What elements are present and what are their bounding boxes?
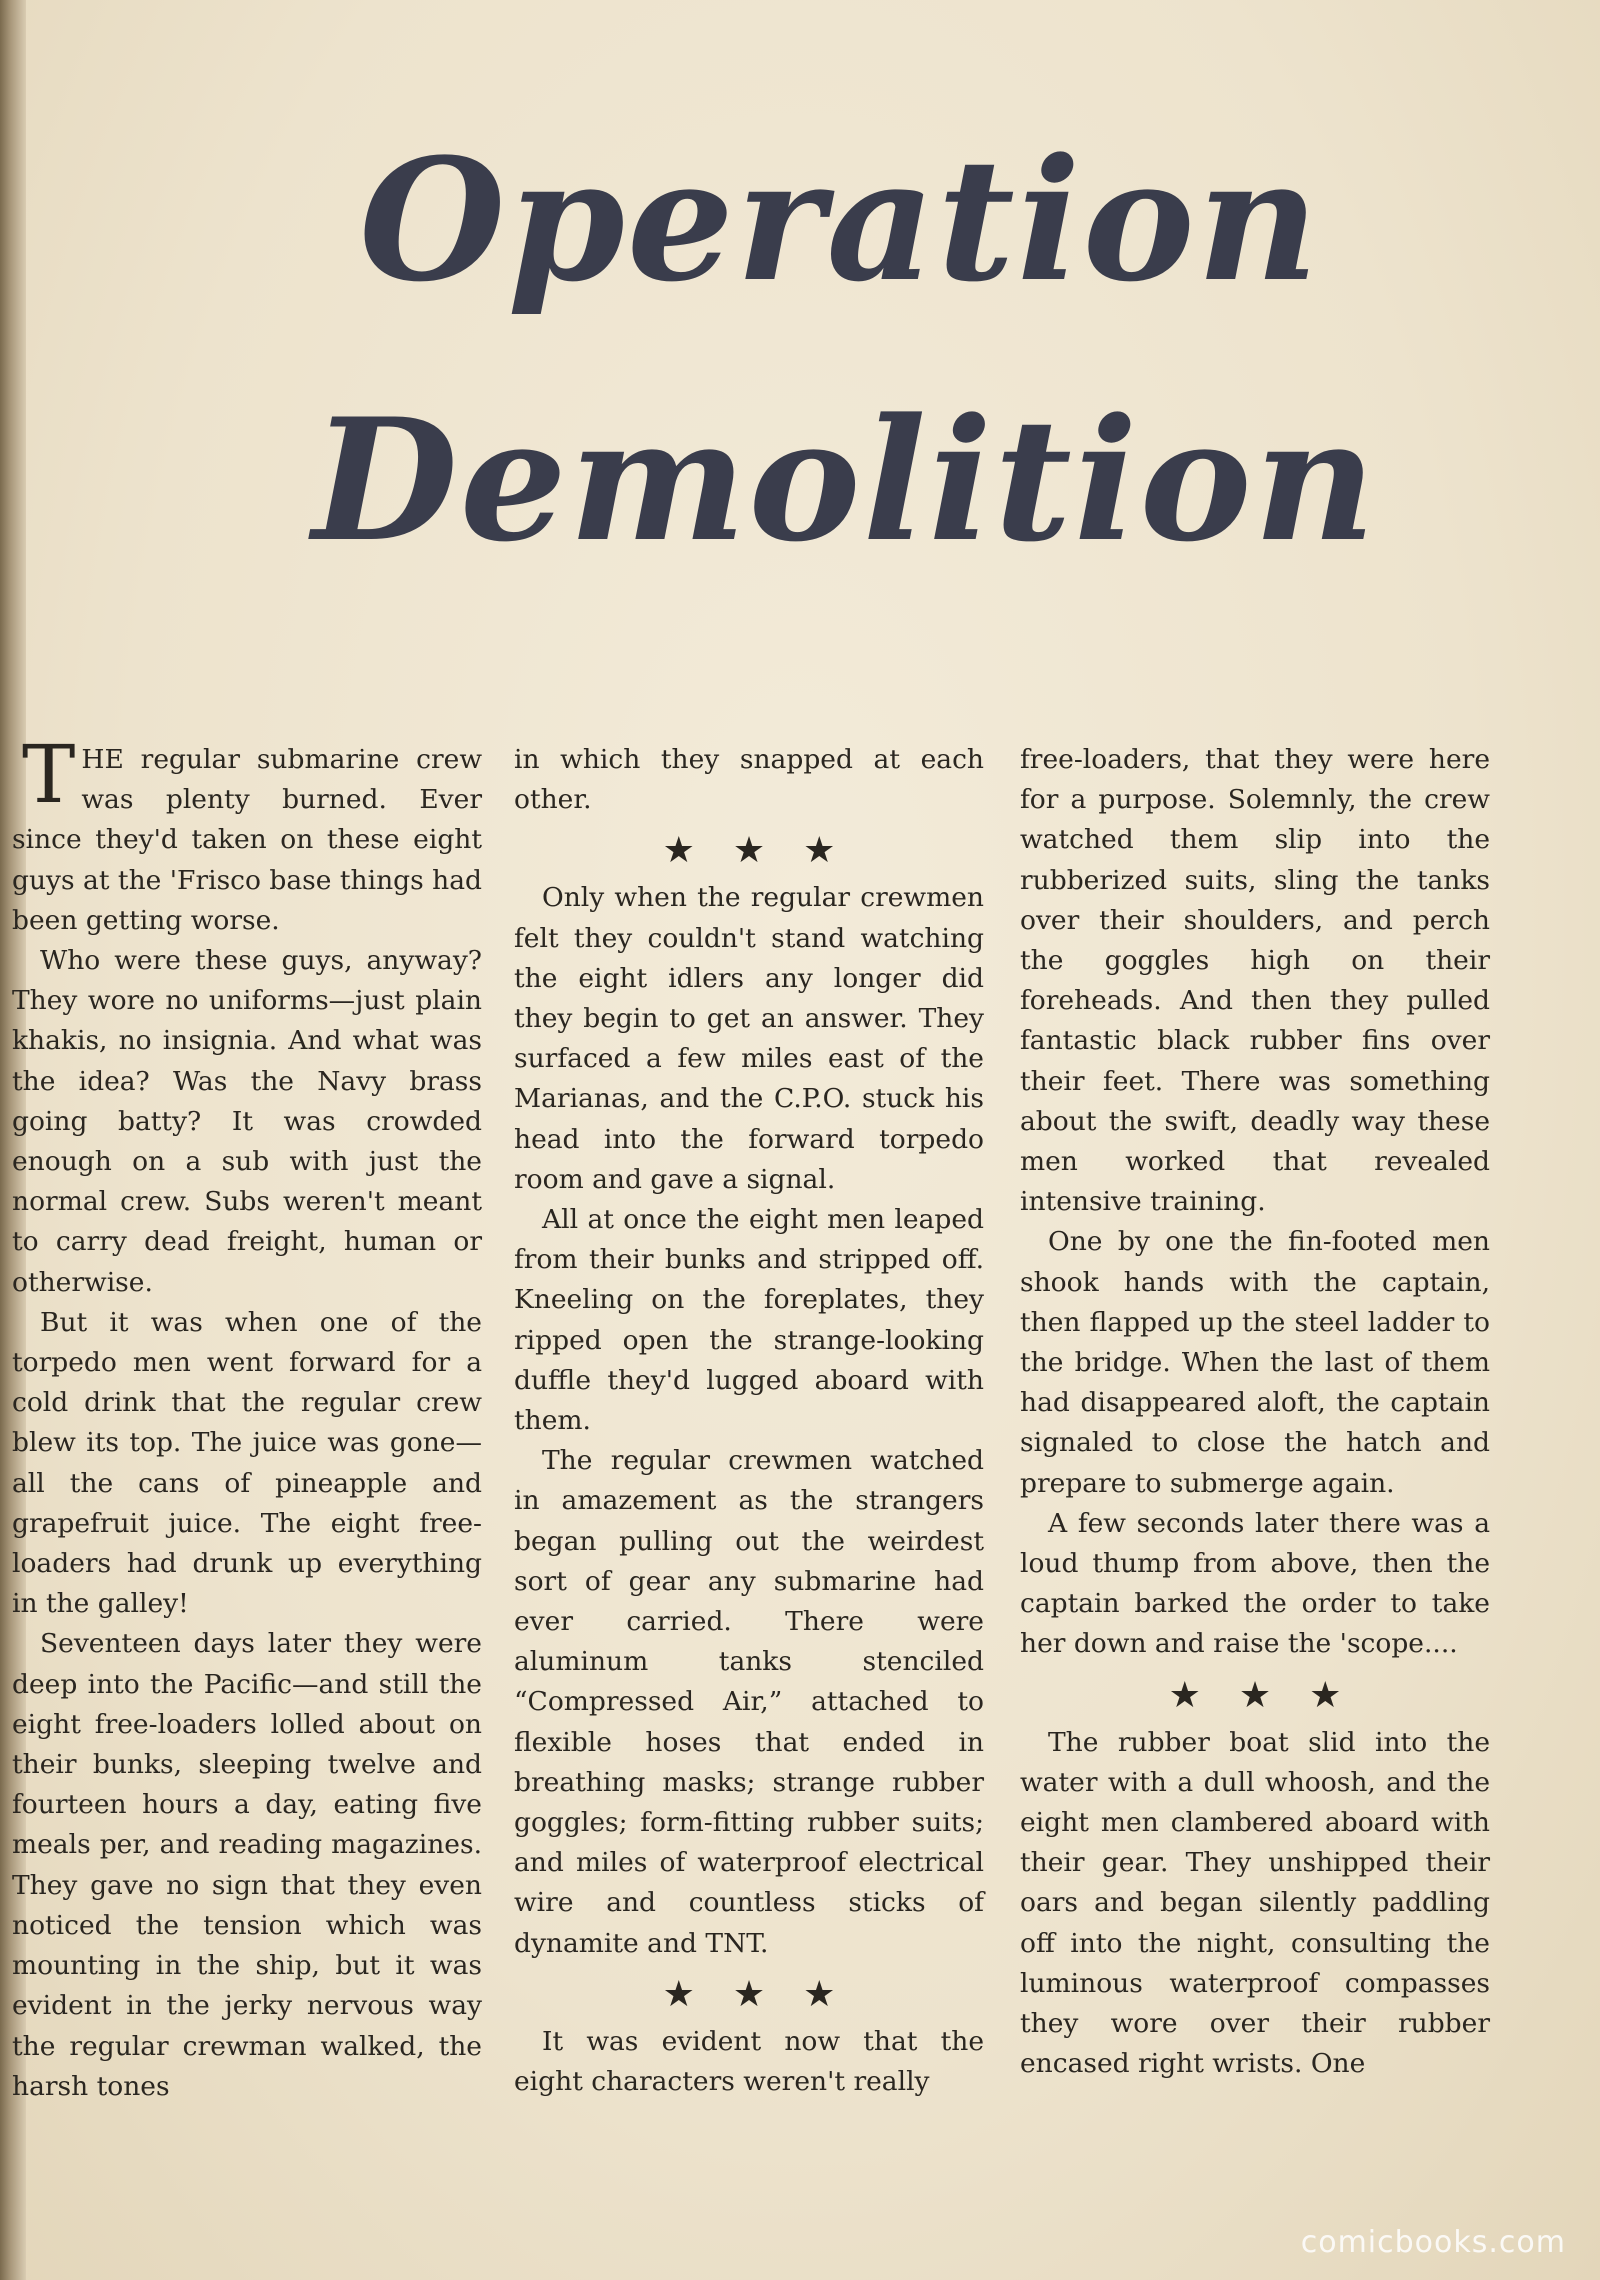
article-column-2 <box>514 740 984 2102</box>
paragraph-8: The regular crewmen watched in amazement as the strangers began pulling out the weirdest sort of gear any submarine had ever carried. There were aluminum tanks stenciled “Compressed Air,” attached to flexible hoses that ended in breathing masks; strange rubber goggles; form-fitting rubber suits; and miles of waterproof electrical wire and countless sticks of dynamite and TNT. <box>514 1445 984 1959</box>
paragraph-6: Only when the regular crewmen felt they couldn't stand watching the eight idlers any longer did they begin to get an answer. They surfaced a few miles east of the Marianas, and the C.P.O. stuck his head into the forward torpedo room and gave a signal. <box>514 882 984 1195</box>
paragraph-1 <box>12 728 482 941</box>
title-line-1: Operation <box>359 121 1321 319</box>
paragraph-3: But it was when one of the torpedo men went forward for a cold drink that the regular crew blew its top. The juice was gone—all the cans of pineapple and grapefruit juice. The eight free-loaders had drunk up everything in the galley! <box>12 1306 482 1620</box>
paragraph-10: free-loaders, that they were here for a purpose. Solemnly, the crew watched them slip into the rubberized suits, sling the tanks over their shoulders, and perch the goggles high on their foreheads. And then they pulled fantastic black rubber fins over their feet. There was something about the swift, deadly way these men worked that revealed intensive training. <box>1020 744 1490 1218</box>
article-column-3 <box>1020 740 1490 2085</box>
article-column-1 <box>12 728 482 2107</box>
paragraph-5: in which they snapped at each other. <box>514 744 984 816</box>
paragraph-11: One by one the fin-footed men shook hands with the captain, then flapped up the steel ladder to the bridge. When the last of them had disappeared aloft, the captain signaled to close the hatch and prepare to submerge again. <box>1020 1226 1490 1499</box>
title-line-2: Demolition <box>312 381 1378 579</box>
paragraph-2: Who were these guys, anyway? They wore no uniforms—just plain khakis, no insignia. And what was the idea? Was the Navy brass going batty? It was crowded enough on a sub with just the normal crew. Subs weren't meant to carry dead freight, human or otherwise. <box>12 945 482 1298</box>
site-watermark: comicbooks.com <box>1300 2225 1566 2260</box>
paragraph-12: A few seconds later there was a loud thump from above, then the captain barked the order to take her down and raise the 'scope.... <box>1020 1507 1490 1660</box>
paragraph-1-text: HE regular submarine crew was plenty burned. Ever since they'd taken on these eight guys at the 'Frisco base things had been getting worse. <box>12 744 482 936</box>
paragraph-4: Seventeen days later they were deep into the Pacific—and still the eight free-loaders lolled about on their bunks, sleeping twelve and fourteen hours a day, eating five meals per, and reading magazines. They gave no sign that they even noticed the tension which was mounting in the ship, but it was evident in the jerky nervous way the regular crewman walked, the harsh tones <box>12 1628 482 2102</box>
section-break-stars: ★★★ <box>662 830 874 872</box>
paragraph-7: All at once the eight men leaped from their bunks and stripped off. Kneeling on the foreplates, they ripped open the strange-looking duffle they'd lugged aboard with them. <box>514 1204 984 1437</box>
paragraph-9: It was evident now that the eight characters weren't really <box>514 2025 984 2098</box>
section-break-stars: ★★★ <box>662 1973 874 2015</box>
paragraph-13: The rubber boat slid into the water with a dull whoosh, and the eight men clambered aboard with their gear. They unshipped their oars and began silently paddling off into the night, consulting the luminous waterproof compasses they wore over their rubber encased right wrists. One <box>1020 1726 1490 2080</box>
drop-cap: T <box>22 728 76 821</box>
section-break-stars: ★★★ <box>1168 1674 1380 1716</box>
